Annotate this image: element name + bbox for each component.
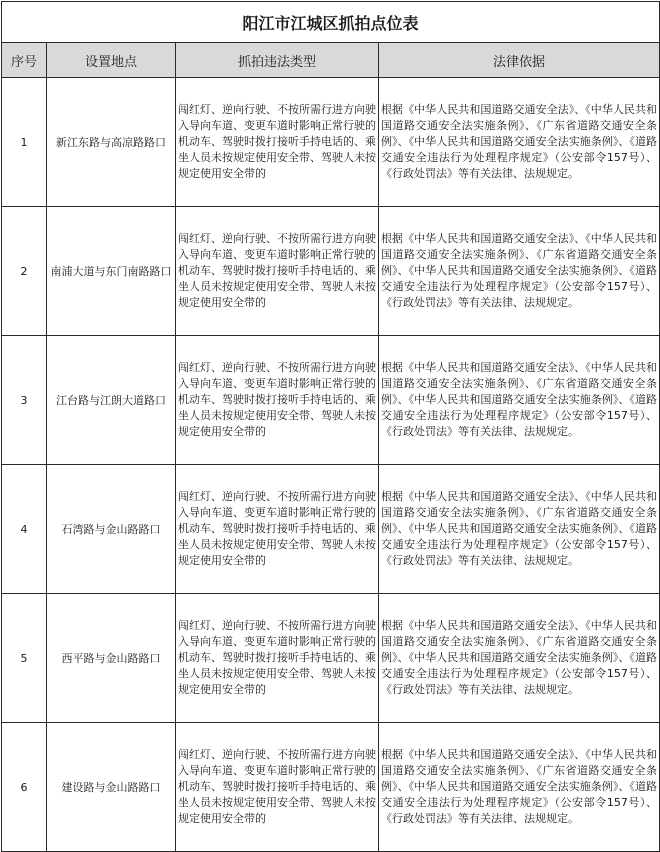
row-legal-basis: 根据《中华人民共和国道路交通安全法》、《中华人民共和国道路交通安全法实施条例》、《广东省道路交通安全条例》、《中华人民共和国道路交通安全法实施条例》、《道路交通安全违法行为处理程序规定》（公安部令157号）、《行政处罚法》等有关法律、法规规定。	[379, 336, 660, 465]
row-index: 1	[2, 78, 47, 207]
row-violation-type: 闯红灯、逆向行驶、不按所需行进方向驶入导向车道、变更车道时影响正常行驶的机动车、驾驶时拨打接听手持电话的、乘坐人员未按规定使用安全带、驾驶人未按规定使用安全带的	[176, 465, 379, 594]
table-row	[2, 594, 660, 723]
row-index: 4	[2, 465, 47, 594]
table-row	[2, 78, 660, 207]
table-title: 阳江市江城区抓拍点位表	[2, 2, 660, 43]
row-violation-type: 闯红灯、逆向行驶、不按所需行进方向驶入导向车道、变更车道时影响正常行驶的机动车、驾驶时拨打接听手持电话的、乘坐人员未按规定使用安全带、驾驶人未按规定使用安全带的	[176, 336, 379, 465]
row-index: 3	[2, 336, 47, 465]
row-legal-basis: 根据《中华人民共和国道路交通安全法》、《中华人民共和国道路交通安全法实施条例》、《广东省道路交通安全条例》、《中华人民共和国道路交通安全法实施条例》、《道路交通安全违法行为处理程序规定》（公安部令157号）、《行政处罚法》等有关法律、法规规定。	[379, 465, 660, 594]
row-location: 西平路与金山路路口	[47, 594, 176, 723]
row-location: 建设路与金山路路口	[47, 723, 176, 852]
camera-location-table	[1, 1, 660, 852]
row-violation-type: 闯红灯、逆向行驶、不按所需行进方向驶入导向车道、变更车道时影响正常行驶的机动车、驾驶时拨打接听手持电话的、乘坐人员未按规定使用安全带、驾驶人未按规定使用安全带的	[176, 594, 379, 723]
row-violation-type: 闯红灯、逆向行驶、不按所需行进方向驶入导向车道、变更车道时影响正常行驶的机动车、驾驶时拨打接听手持电话的、乘坐人员未按规定使用安全带、驾驶人未按规定使用安全带的	[176, 78, 379, 207]
table-row	[2, 207, 660, 336]
table-body	[2, 78, 660, 852]
header-violation-type: 抓拍违法类型	[176, 43, 379, 78]
row-location: 江台路与江朗大道路口	[47, 336, 176, 465]
title-row	[2, 2, 660, 43]
row-violation-type: 闯红灯、逆向行驶、不按所需行进方向驶入导向车道、变更车道时影响正常行驶的机动车、驾驶时拨打接听手持电话的、乘坐人员未按规定使用安全带、驾驶人未按规定使用安全带的	[176, 723, 379, 852]
table-row	[2, 465, 660, 594]
header-legal-basis: 法律依据	[379, 43, 660, 78]
row-location: 石湾路与金山路路口	[47, 465, 176, 594]
table-row	[2, 336, 660, 465]
row-violation-type: 闯红灯、逆向行驶、不按所需行进方向驶入导向车道、变更车道时影响正常行驶的机动车、驾驶时拨打接听手持电话的、乘坐人员未按规定使用安全带、驾驶人未按规定使用安全带的	[176, 207, 379, 336]
header-location: 设置地点	[47, 43, 176, 78]
row-location: 南浦大道与东门南路路口	[47, 207, 176, 336]
row-legal-basis: 根据《中华人民共和国道路交通安全法》、《中华人民共和国道路交通安全法实施条例》、《广东省道路交通安全条例》、《中华人民共和国道路交通安全法实施条例》、《道路交通安全违法行为处理程序规定》（公安部令157号）、《行政处罚法》等有关法律、法规规定。	[379, 78, 660, 207]
header-row	[2, 43, 660, 78]
row-location: 新江东路与高凉路路口	[47, 78, 176, 207]
header-index: 序号	[2, 43, 47, 78]
row-legal-basis: 根据《中华人民共和国道路交通安全法》、《中华人民共和国道路交通安全法实施条例》、《广东省道路交通安全条例》、《中华人民共和国道路交通安全法实施条例》、《道路交通安全违法行为处理程序规定》（公安部令157号）、《行政处罚法》等有关法律、法规规定。	[379, 594, 660, 723]
table-row	[2, 723, 660, 852]
row-index: 2	[2, 207, 47, 336]
row-index: 5	[2, 594, 47, 723]
row-legal-basis: 根据《中华人民共和国道路交通安全法》、《中华人民共和国道路交通安全法实施条例》、《广东省道路交通安全条例》、《中华人民共和国道路交通安全法实施条例》、《道路交通安全违法行为处理程序规定》（公安部令157号）、《行政处罚法》等有关法律、法规规定。	[379, 723, 660, 852]
row-index: 6	[2, 723, 47, 852]
row-legal-basis: 根据《中华人民共和国道路交通安全法》、《中华人民共和国道路交通安全法实施条例》、《广东省道路交通安全条例》、《中华人民共和国道路交通安全法实施条例》、《道路交通安全违法行为处理程序规定》（公安部令157号）、《行政处罚法》等有关法律、法规规定。	[379, 207, 660, 336]
